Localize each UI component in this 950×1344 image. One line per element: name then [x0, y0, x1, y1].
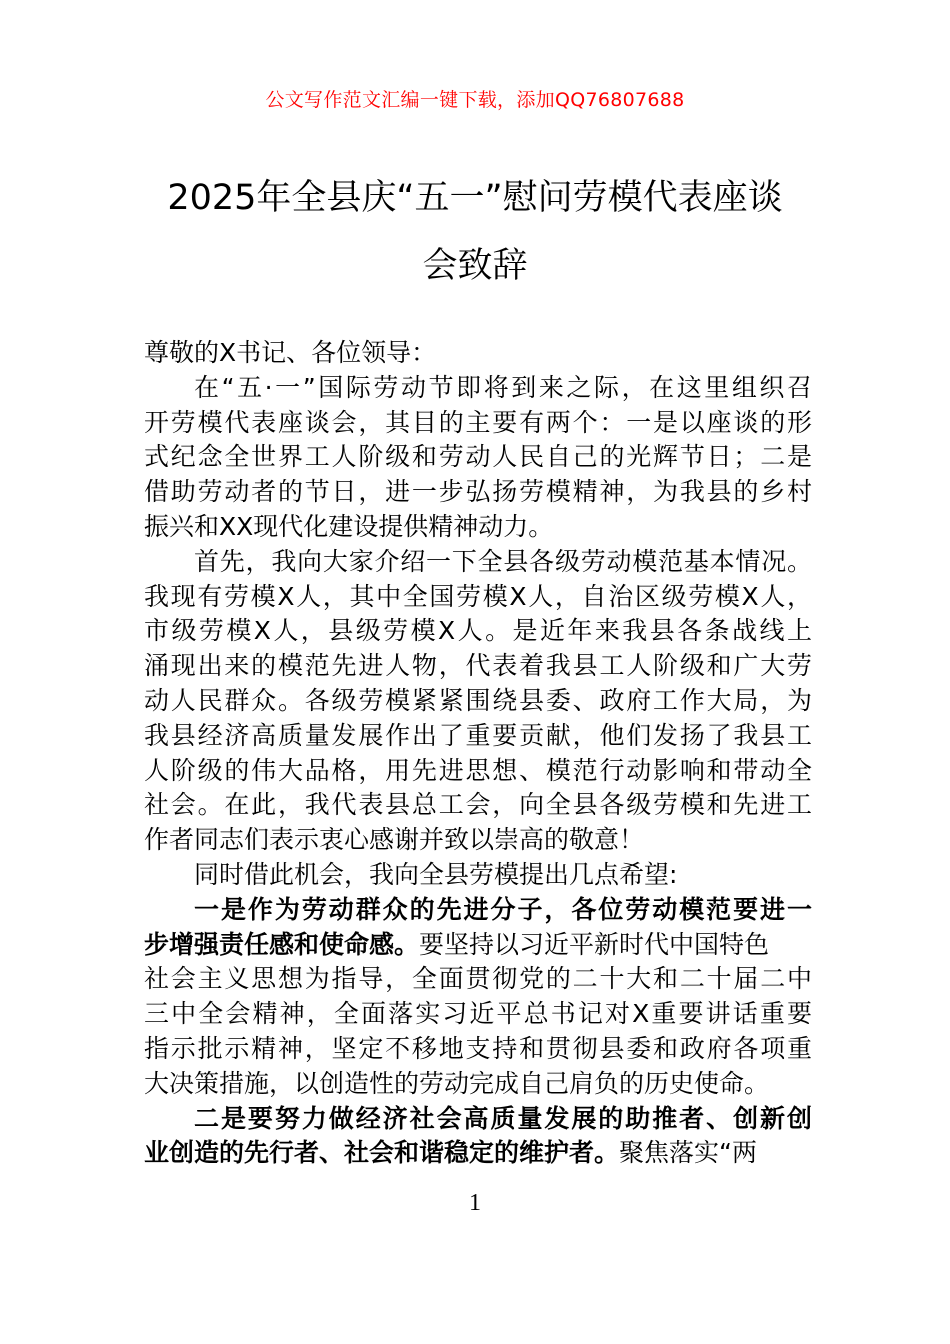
document-title-line-2: 会致辞 [422, 246, 528, 286]
paragraph-2-line-4: 涌现出来的模范先进人物，代表着我县工人阶级和广大劳 [144, 651, 812, 681]
paragraph-1-line-1: 在“五·一”国际劳动节即将到来之际，在这里组织召 [194, 372, 812, 402]
point-1-body-start: 要坚持以习近平新时代中国特色 [419, 929, 770, 959]
salutation: 尊敬的X书记、各位领导： [144, 338, 437, 367]
paragraph-2-line-2: 我现有劳模X人，其中全国劳模X人，自治区级劳模X人， [144, 581, 812, 611]
point-1-body-line-4: 指示批示精神，坚定不移地支持和贯彻县委和政府各项重 [144, 1033, 812, 1063]
point-2-body-start: 聚焦落实“两 [619, 1138, 757, 1168]
point-1-body-line-3: 三中全会精神，全面落实习近平总书记对X重要讲话重要 [144, 999, 812, 1029]
download-notice: 公文写作范文汇编一键下载，添加QQ76807688 [265, 89, 685, 111]
paragraph-1-line-5: 振兴和XX现代化建设提供精神动力。 [144, 511, 554, 541]
paragraph-1-line-2: 开劳模代表座谈会，其目的主要有两个：一是以座谈的形 [144, 407, 812, 437]
document-title-line-1: 2025年全县庆“五一”慰问劳模代表座谈 [167, 178, 783, 218]
point-2-mixed-line [144, 1136, 812, 1171]
paragraph-2-line-9: 作者同志们表示衷心感谢并致以崇高的敬意！ [144, 825, 645, 855]
paragraph-2-line-6: 我县经济高质量发展作出了重要贡献，他们发扬了我县工 [144, 720, 812, 750]
point-2-heading-line-2: 业创造的先行者、社会和谐稳定的维护者。 [144, 1138, 620, 1168]
point-2-heading-line-1: 二是要努力做经济社会高质量发展的助推者、创新创 [194, 1103, 812, 1133]
paragraph-2-line-8: 社会。在此，我代表县总工会，向全县各级劳模和先进工 [144, 790, 812, 820]
paragraph-3-line-1: 同时借此机会，我向全县劳模提出几点希望: [194, 859, 678, 889]
point-1-body-line-5: 大决策措施，以创造性的劳动完成自己肩负的历史使命。 [144, 1068, 770, 1098]
paragraph-2-line-1: 首先，我向大家介绍一下全县各级劳动模范基本情况。 [194, 546, 812, 576]
paragraph-2-line-3: 市级劳模X人，县级劳模X人。是近年来我县各条战线上 [144, 616, 812, 646]
paragraph-1-line-3: 式纪念全世界工人阶级和劳动人民自己的光辉节日；二是 [144, 442, 812, 472]
paragraph-1-line-4: 借助劳动者的节日，进一步弘扬劳模精神，为我县的乡村 [144, 477, 812, 507]
page-number: 1 [469, 1190, 481, 1216]
document-body [144, 336, 812, 1171]
point-1-heading-line-2: 步增强责任感和使命感。 [144, 929, 420, 959]
point-1-mixed-line [144, 928, 812, 963]
point-1-heading-line-1: 一是作为劳动群众的先进分子，各位劳动模范要进一 [194, 894, 812, 924]
paragraph-2-line-7: 人阶级的伟大品格，用先进思想、模范行动影响和带动全 [144, 755, 812, 785]
paragraph-2-line-5: 动人民群众。各级劳模紧紧围绕县委、政府工作大局，为 [144, 685, 812, 715]
point-1-body-line-2: 社会主义思想为指导，全面贯彻党的二十大和二十届二中 [144, 964, 812, 994]
